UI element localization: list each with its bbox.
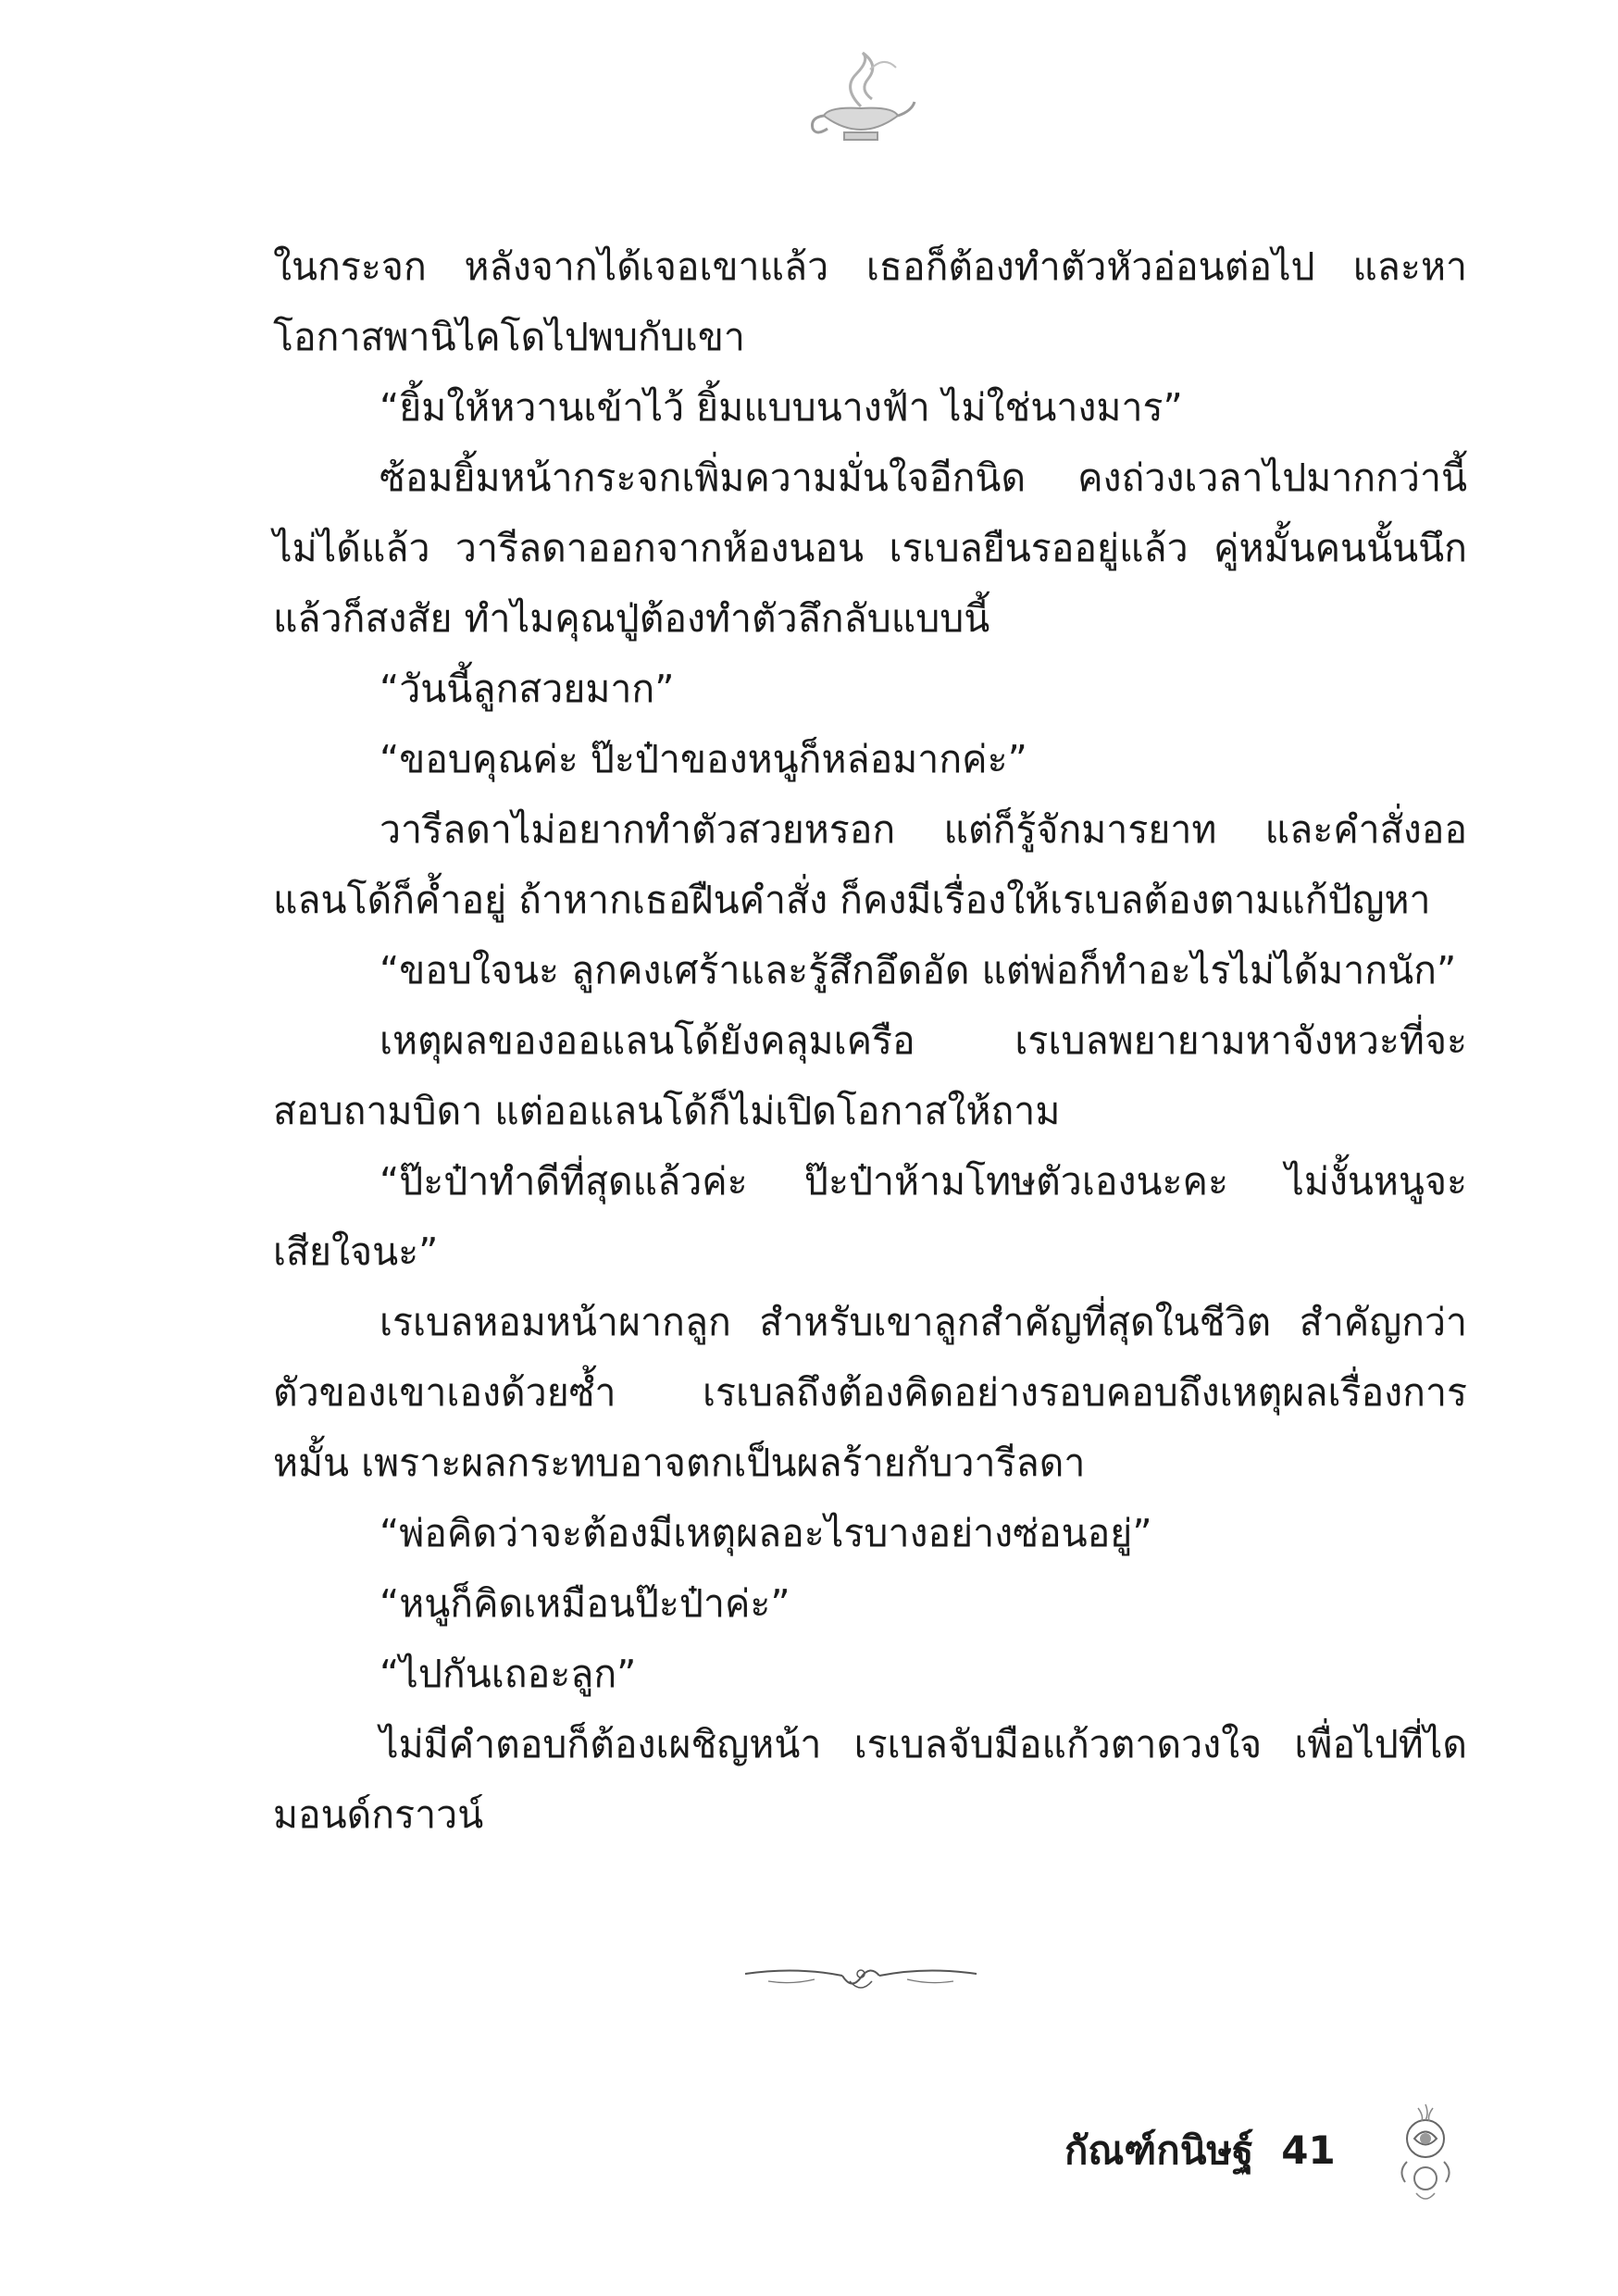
paragraph: ไม่มีคำตอบก็ต้องเผชิญหน้า เรเบลจับมือแก้วตาดวงใจ เพื่อไปที่ไดมอนด์กราวน์ xyxy=(273,1722,1467,1837)
paragraph: ในกระจก หลังจากได้เจอเขาแล้ว เธอก็ต้องทำตัวหัวอ่อนต่อไป และหาโอกาสพานิไคโดไปพบกับเขา xyxy=(273,244,1467,359)
paragraph: “ป๊ะป๋าทำดีที่สุดแล้วค่ะ ป๊ะป๋าห้ามโทษตัวเองนะคะ ไม่งั้นหนูจะเสียใจนะ” xyxy=(273,1159,1467,1274)
magic-lamp-icon xyxy=(805,51,916,153)
paragraph: “วันนี้ลูกสวยมาก” xyxy=(380,667,675,711)
paragraph: “ยิ้มให้หวานเข้าไว้ ยิ้มแบบนางฟ้า ไม่ใช่นางมาร” xyxy=(380,385,1183,430)
paragraph: “ไปกันเถอะลูก” xyxy=(380,1652,637,1696)
page-footer xyxy=(1064,2120,1336,2181)
flourish-divider-icon xyxy=(741,1953,981,2000)
paragraph: “ขอบใจนะ ลูกคงเศร้าและรู้สึกอึดอัด แต่พ่อก็ทำอะไรไม่ได้มากนัก” xyxy=(380,948,1457,992)
paragraph: “พ่อคิดว่าจะต้องมีเหตุผลอะไรบางอย่างซ่อนอยู่” xyxy=(380,1511,1152,1555)
paragraph: เรเบลหอมหน้าผากลูก สำหรับเขาลูกสำคัญที่สุดในชีวิต สำคัญกว่าตัวของเขาเองด้วยซ้ำ เรเบลถึงต้องคิดอย่างรอบคอบถึงเหตุผลเรื่องการหมั้น เพราะผลกระทบอาจตกเป็นผลร้ายกับวารีลดา xyxy=(273,1300,1467,1485)
paragraph: “ขอบคุณค่ะ ป๊ะป๋าของหนูก็หล่อมากค่ะ” xyxy=(380,737,1027,781)
paragraph: เหตุผลของออแลนโด้ยังคลุมเครือ เรเบลพยายามหาจังหวะที่จะสอบถามบิดา แต่ออแลนโด้ก็ไม่เปิดโอกาสให้ถาม xyxy=(273,1018,1467,1133)
rose-icon xyxy=(1388,2097,1462,2208)
book-title: กัณฑ์กนิษฐ์ xyxy=(1064,2128,1254,2173)
paragraph: ซ้อมยิ้มหน้ากระจกเพิ่มความมั่นใจอีกนิด คงถ่วงเวลาไปมากกว่านี้ไม่ได้แล้ว วารีลดาออกจากห้องนอน เรเบลยืนรออยู่แล้ว คู่หมั้นคนนั้นนึกแล้วก็สงสัย ทำไมคุณปู่ต้องทำตัวลึกลับแบบนี้ xyxy=(273,455,1467,641)
body-text xyxy=(273,231,1467,1850)
paragraph: “หนูก็คิดเหมือนป๊ะป๋าค่ะ” xyxy=(380,1581,790,1626)
page-number: 41 xyxy=(1281,2128,1336,2173)
paragraph: วารีลดาไม่อยากทำตัวสวยหรอก แต่ก็รู้จักมารยาท และคำสั่งออแลนโด้ก็ค้ำอยู่ ถ้าหากเธอฝืนคำสั่ง ก็คงมีเรื่องให้เรเบลต้องตามแก้ปัญหา xyxy=(273,807,1467,922)
